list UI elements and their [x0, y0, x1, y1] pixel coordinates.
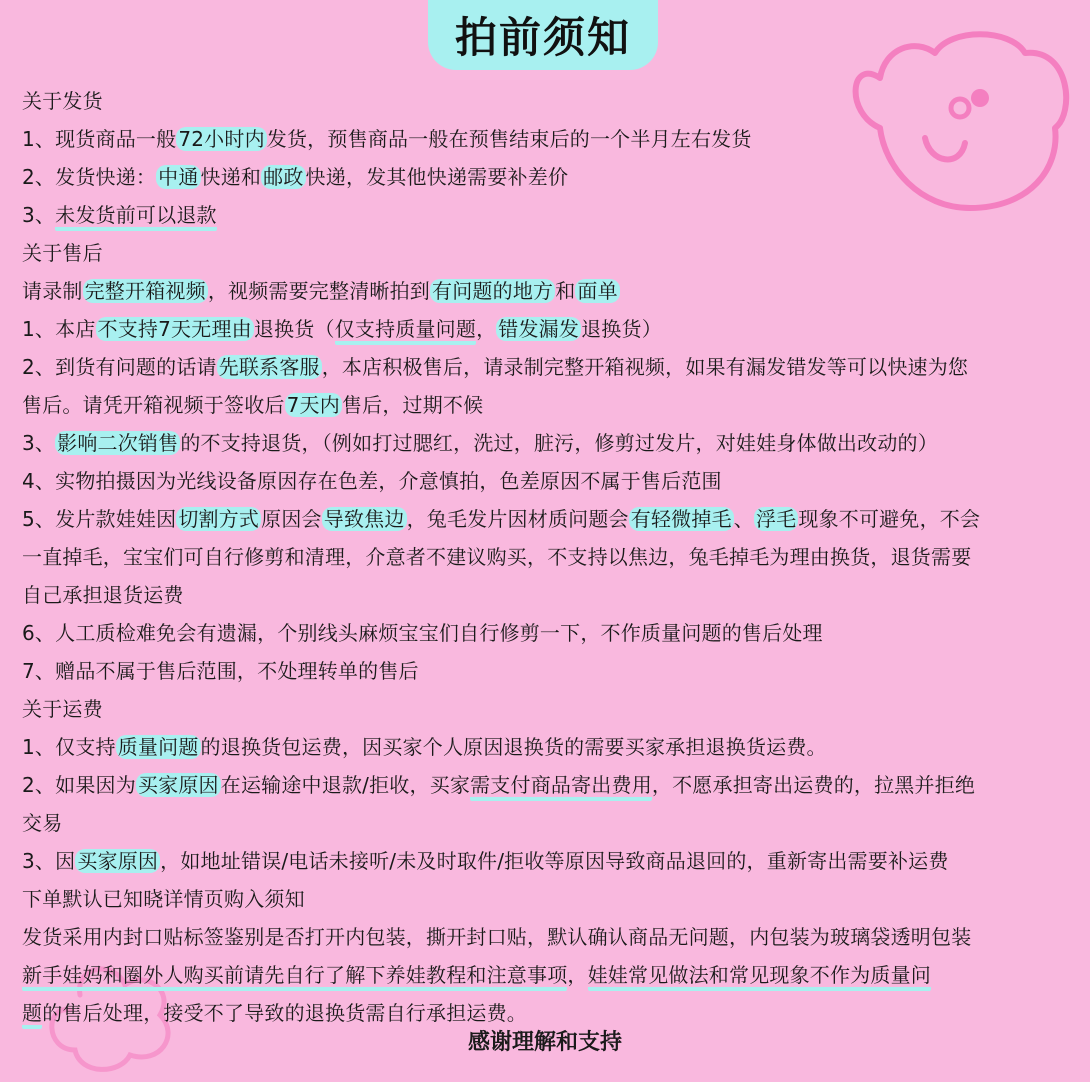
highlighted-text: 质量问题: [117, 735, 199, 759]
highlighted-text: 有轻微掉毛: [630, 507, 732, 531]
highlighted-text: 导致焦边: [323, 507, 405, 531]
line-text: 请录制: [22, 279, 83, 303]
notice-line: [22, 728, 1082, 766]
notice-line: [22, 766, 1082, 804]
line-text: 下单默认已知晓详情页购入须知: [22, 887, 305, 911]
underlined-text: 新手娃妈和圈外人购买前请先自行了解下养娃教程和注意事项: [22, 963, 567, 991]
notice-line: [22, 956, 1082, 994]
line-text: ，视频需要完整清晰拍到: [207, 279, 431, 303]
highlighted-text: 买家原因: [137, 773, 219, 797]
line-text: 售后，过期不候: [341, 393, 484, 417]
highlighted-text: 不支持7天无理由: [97, 317, 252, 341]
notice-line: [22, 652, 1082, 690]
line-text: 1、现货商品一般: [22, 127, 177, 151]
line-text: 的售后处理，接受不了导致的退换货需自行承担运费。: [42, 1001, 528, 1025]
line-text: 交易: [22, 811, 63, 835]
line-text: 3、: [22, 431, 56, 455]
underlined-text: 未发货前可以退款: [55, 203, 217, 231]
line-text: ，如地址错误/电话未接听/未及时取件/拒收等原因导致商品退回的，重新寄出需要补运费: [160, 849, 949, 873]
highlighted-text: 浮毛: [755, 507, 797, 531]
title-banner: [428, 0, 658, 70]
page-title: 拍前须知: [454, 13, 631, 62]
underlined-text: 需支付商品寄出费用: [470, 773, 652, 801]
notice-line: [22, 918, 1082, 956]
line-text: 的退换货包运费，因买家个人原因退换货的需要买家承担退换货运费。: [200, 735, 827, 759]
line-text: 2、如果因为: [22, 773, 136, 797]
line-text: 6、人工质检难免会有遗漏，个别线头麻烦宝宝们自行修剪一下，不作质量问题的售后处理: [22, 621, 823, 645]
highlighted-text: 7天内: [286, 393, 340, 417]
line-text: 的不支持退货，（例如打过腮红，洗过，脏污，修剪过发片，对娃娃身体做出改动的）: [180, 431, 938, 455]
notice-line: [22, 310, 1082, 348]
line-text: 7、赠品不属于售后范围，不处理转单的售后: [22, 659, 419, 683]
highlighted-text: 邮政: [263, 165, 304, 189]
line-text: 2、到货有问题的话请: [22, 355, 217, 379]
line-text: 关于运费: [22, 697, 103, 721]
highlighted-text: 中通: [158, 165, 199, 189]
line-text: 一直掉毛，宝宝们可自行修剪和清理，介意者不建议购买，不支持以焦边，兔毛掉毛为理由换货，退货需要: [22, 545, 972, 569]
notice-line: [22, 880, 1082, 918]
notice-line: [22, 82, 1082, 120]
line-text: ，兔毛发片因材质问题会: [406, 507, 629, 531]
highlighted-text: 买家原因: [77, 849, 159, 873]
line-text: ，不愿承担寄出运费的，拉黑并拒绝: [651, 773, 976, 797]
highlighted-text: 完整开箱视频: [84, 279, 206, 303]
notice-line: [22, 348, 1082, 386]
notice-line: [22, 576, 1082, 614]
notice-line: [22, 462, 1082, 500]
line-text: 、: [733, 507, 754, 531]
underlined-text: 娃娃常见做法和常见现象不作为质量问: [588, 963, 931, 991]
line-text: ，本店积极售后，请录制完整开箱视频，如果有漏发错发等可以快速为您: [321, 355, 969, 379]
line-text: 3、: [22, 203, 56, 227]
highlighted-text: 切割方式: [178, 507, 260, 531]
line-text: 快递和: [200, 165, 262, 189]
underlined-text: 仅支持质量问题: [335, 317, 476, 345]
line-text: 4、实物拍摄因为光线设备原因存在色差，介意慎拍，色差原因不属于售后范围: [22, 469, 722, 493]
notice-line: [22, 842, 1082, 880]
line-text: 2、发货快递：: [22, 165, 157, 189]
highlighted-text: 影响二次销售: [57, 431, 179, 455]
highlighted-text: 先联系客服: [218, 355, 320, 379]
notice-line: [22, 196, 1082, 234]
notice-line: [22, 424, 1082, 462]
line-text: 快递，发其他快递需要补差价: [305, 165, 569, 189]
line-text: ，: [476, 317, 497, 341]
notice-line: [22, 500, 1082, 538]
notice-line: [22, 614, 1082, 652]
highlighted-text: 72小时内: [178, 127, 265, 151]
line-text: 1、仅支持: [22, 735, 116, 759]
notice-line: [22, 804, 1082, 842]
line-text: 发货，预售商品一般在预售结束后的一个半月左右发货: [266, 127, 752, 151]
line-text: 3、因: [22, 849, 76, 873]
notice-line: [22, 120, 1082, 158]
highlighted-text: 错发漏发: [498, 317, 580, 341]
notice-line: [22, 386, 1082, 424]
line-text: 在运输途中退款/拒收，买家: [220, 773, 471, 797]
notice-line: [22, 272, 1082, 310]
line-text: 关于售后: [22, 241, 103, 265]
thanks-text: 感谢理解和支持: [467, 1030, 622, 1055]
line-text: 和: [555, 279, 576, 303]
underlined-text: 题: [22, 1001, 42, 1029]
line-text: 原因会: [261, 507, 322, 531]
line-text: 关于发货: [22, 89, 103, 113]
line-text: 退换货）: [581, 317, 662, 341]
notice-line: [22, 690, 1082, 728]
line-text: 现象不可避免，不会: [798, 507, 981, 531]
line-text: 1、本店: [22, 317, 96, 341]
notice-line: [22, 234, 1082, 272]
line-text: 发货采用内封口贴标签鉴别是否打开内包装，撕开封口贴，默认确认商品无问题，内包装为玻璃袋透明包装: [22, 925, 972, 949]
notice-line: [22, 538, 1082, 576]
notice-line: [22, 158, 1082, 196]
highlighted-text: 面单: [577, 279, 618, 303]
line-text: 5、发片款娃娃因: [22, 507, 177, 531]
highlighted-text: 有问题的地方: [432, 279, 554, 303]
line-text: 自己承担退货运费: [22, 583, 184, 607]
line-text: 售后。请凭开箱视频于签收后: [22, 393, 285, 417]
line-text: 退换货（: [253, 317, 335, 341]
notice-content: [22, 82, 1082, 1032]
line-text: ，: [567, 963, 588, 987]
